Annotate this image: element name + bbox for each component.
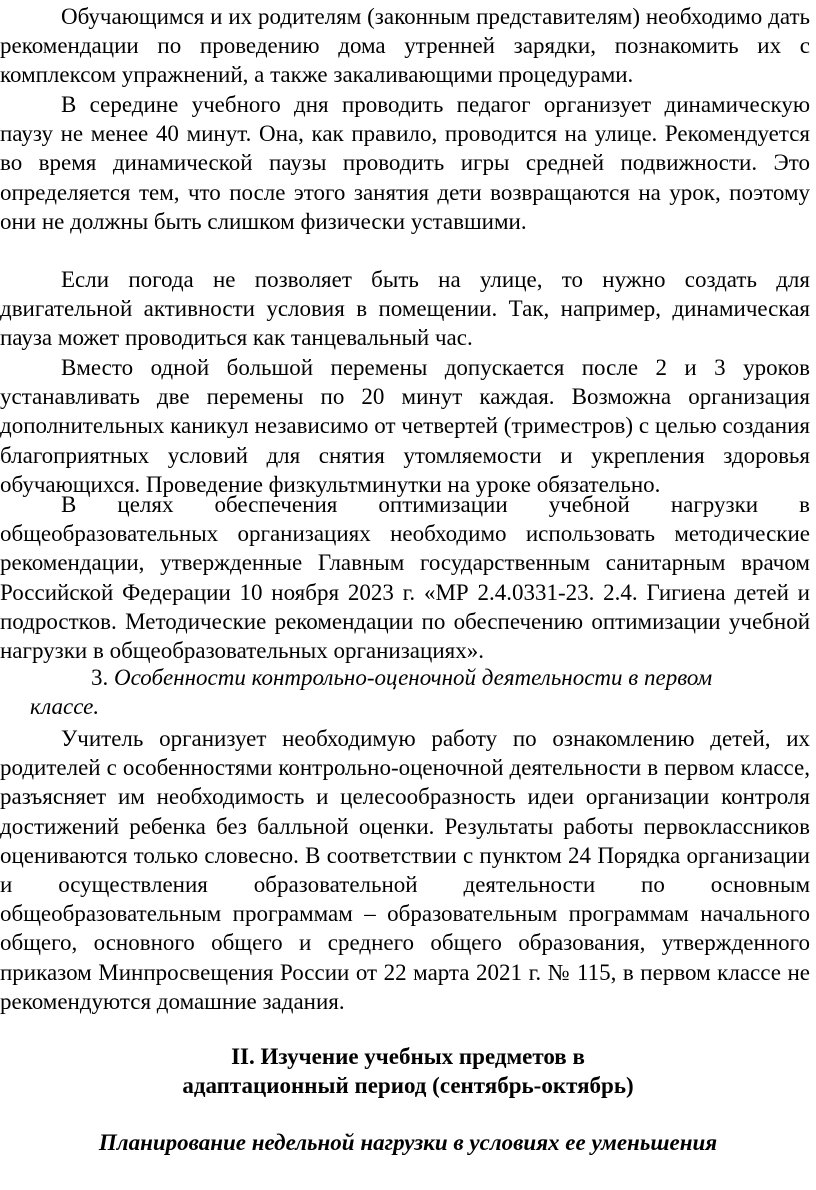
section-heading-3 bbox=[91, 663, 791, 692]
heading-text: Особенности контрольно-оценочной деятельности в первом bbox=[114, 665, 713, 690]
paragraph-methodical-recommendations: В целях обеспечения оптимизации учебной нагрузки в общеобразовательных организациях необходимо использовать методические рекомендации, утвержденные Главным государственным санитарным врачом Российской Федерации 10 ноября 2023 г. «МР 2.4.0331-23. 2.4. Гигиена детей и подростков. Методические рекомендации по обеспечению оптимизации учебной нагрузки в общеобразовательных организациях». bbox=[0, 492, 810, 664]
section-title-line2: адаптационный период (сентябрь-октябрь) bbox=[182, 1073, 634, 1098]
paragraph-breaks: Вместо одной большой перемены допускается после 2 и 3 уроков устанавливать две перемены по 20 минут каждая. Возможна организация дополнительных каникул независимо от четвертей (триместров) с целью создания благоприятных условий для снятия утомляемости и укрепления здоровья обучающихся. Проведение физкультминутки на уроке обязательно. bbox=[0, 355, 810, 497]
section-title-line1: II. Изучение учебных предметов в bbox=[231, 1044, 585, 1069]
paragraph-assessment: Учитель организует необходимую работу по ознакомлению детей, их родителей с особенностями контрольно-оценочной деятельности в первом классе, разъясняет им необходимость и целесообразность идеи организации контроля достижений ребенка без балльной оценки. Результаты работы первоклассников оцениваются только словесно. В соответствии с пунктом 24 Порядка организации и осуществления образовательной деятельности по основным общеобразовательным программам – образовательным программам начального общего, основного общего и среднего общего образования, утвержденного приказом Минпросвещения России от 22 марта 2021 г. № 115, в первом классе не рекомендуются домашние задания. bbox=[0, 726, 810, 1014]
heading-number: 3. bbox=[91, 665, 109, 690]
section-heading-3-continuation: классе. bbox=[30, 694, 100, 719]
paragraph-morning-exercise: Обучающимся и их родителям (законным представителям) необходимо дать рекомендации по проведению дома утренней зарядки, познакомить их с комплексом упражнений, а также закаливающими процедурами. bbox=[0, 4, 810, 88]
paragraph-dynamic-pause: В середине учебного дня проводить педагог организует динамическую паузу не менее 40 минут. Она, как правило, проводится на улице. Рекомендуется во время динамической паузы проводить игры средней подвижности. Это определяется тем, что после этого занятия дети возвращаются на урок, поэтому они не должны быть слишком физически уставшими. bbox=[0, 92, 810, 234]
section-subtitle: Планирование недельной нагрузки в условиях ее уменьшения bbox=[98, 1130, 718, 1155]
paragraph-weather: Если погода не позволяет быть на улице, то нужно создать для двигательной активности условия в помещении. Так, например, динамическая пауза может проводиться как танцевальный час. bbox=[0, 267, 810, 351]
